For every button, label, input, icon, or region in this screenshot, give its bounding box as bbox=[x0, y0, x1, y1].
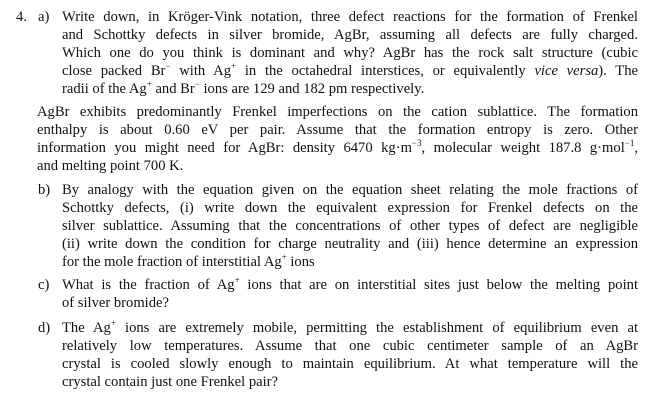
part-b-line: silver sublattice. Assuming that the concentrations of other types of defect are negligible bbox=[62, 218, 638, 234]
info-line: information you might need for AgBr: density 6470 $kg\cdot m^{-3}$, molecular weight 187.8 g·mol$^{-1}$, bbox=[37, 138, 638, 156]
part-d-line: relatively low temperatures. Assume that one cubic centimeter sample of an AgBr bbox=[62, 338, 638, 354]
part-d-line: crystal contain just one Frenkel pair? bbox=[62, 374, 278, 390]
question-number: 4. bbox=[16, 9, 27, 25]
part-a-label: a) bbox=[38, 9, 50, 25]
info-line: and melting point 700 K. bbox=[37, 158, 184, 174]
part-d-line: The Ag+ ions are extremely mobile, permitting the establishment of equilibrium even at bbox=[62, 318, 639, 336]
part-a-line: close packed Br− with Ag+ in the octahedral interstices, or equivalently vice versa). The bbox=[62, 61, 638, 79]
part-c-label: c) bbox=[38, 277, 50, 293]
part-b-line: By analogy with the equation given on the equation sheet relating the mole fractions of bbox=[62, 182, 638, 198]
part-c-line: What is the fraction of Ag+ ions that are on interstitial sites just below the melting point bbox=[62, 275, 638, 293]
part-a-line: and Schottky defects in silver bromide, AgBr, assuming all defects are fully charged. bbox=[62, 27, 638, 43]
part-b-line: Schottky defects, (i) write down the equivalent expression for Frenkel defects on the bbox=[62, 200, 638, 216]
part-b-line: for the mole fraction of interstitial Ag+ ions bbox=[62, 252, 315, 270]
part-c-line: of silver bromide? bbox=[62, 295, 169, 311]
part-d-line: crystal is cooled slowly enough to maintain equilibrium. At what temperature will the bbox=[62, 356, 638, 372]
info-line: AgBr exhibits predominantly Frenkel imperfections on the cation sublattice. The formation bbox=[37, 104, 638, 120]
info-line: enthalpy is about 0.60 eV per pair. Assume that the formation entropy is zero. Other bbox=[37, 122, 638, 138]
part-b-label: b) bbox=[38, 182, 51, 198]
italic-phrase: vice versa bbox=[534, 63, 599, 79]
part-a-line: radii of the Ag+ and Br− ions are 129 and 182 pm respectively. bbox=[62, 79, 425, 97]
part-a-line: Write down, in Kröger-Vink notation, three defect reactions for the formation of Frenkel bbox=[62, 9, 638, 25]
part-b-line: (ii) write down the condition for charge neutrality and (iii) hence determine an expression bbox=[62, 236, 638, 252]
part-a-line: Which one do you think is dominant and why? AgBr has the rock salt structure (cubic bbox=[62, 45, 638, 61]
part-d-label: d) bbox=[38, 320, 51, 336]
